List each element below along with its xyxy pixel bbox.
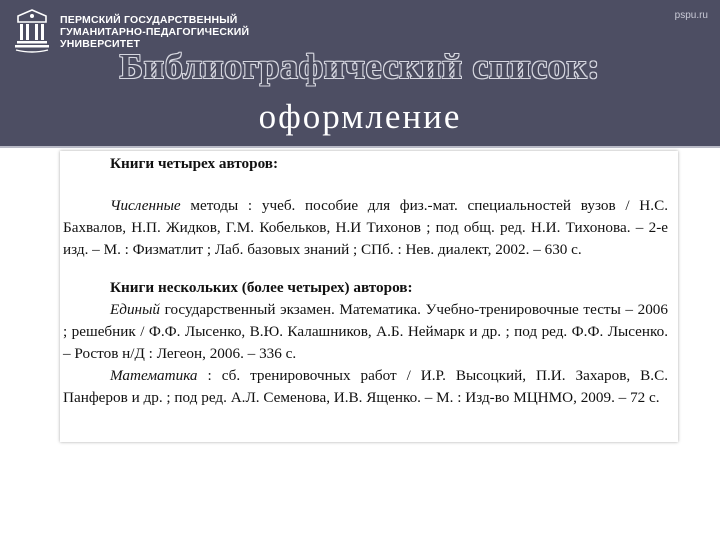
site-url: pspu.ru <box>674 10 708 21</box>
section-heading-many-authors: Книги нескольких (более четырех) авторов: <box>110 279 413 296</box>
entry-text: методы : учеб. пособие для физ.-мат. специальностей вузов / Н.С. Бахвалов, Н.П. Жидков, Г.М. Кобельков, Н.И Тихонов ; под общ. ред. Н.И. Тихонова. – 2-е изд. – М. : Физматлит ; Лаб. базовых знаний ; СПб. : Нев. диалект, 2002. – 630 с. <box>63 197 668 258</box>
university-name-line: УНИВЕРСИТЕТ <box>60 38 141 50</box>
university-name <box>60 14 249 50</box>
entry-text: государственный экзамен. Математика. Учебно-тренировочные тесты – 2006 ; решебник / Ф.Ф. Лысенко, В.Ю. Калашников, А.Б. Неймарк и др. ; под ред. Ф.Ф. Лысенко. – Ростов н/Д : Легеон, 2006. – 336 с. <box>63 301 668 362</box>
spacer <box>63 175 668 195</box>
spacer <box>63 261 668 277</box>
bibliography-entry <box>63 195 668 261</box>
university-name-line: ПЕРМСКИЙ ГОСУДАРСТВЕННЫЙ <box>60 14 238 26</box>
entry-title-italic: Численные <box>110 197 181 214</box>
bibliography-entry <box>63 365 668 409</box>
bibliography-entry <box>63 299 668 365</box>
slide-title: Библиографический список: <box>119 47 601 86</box>
entry-text: : сб. тренировочных работ / И.Р. Высоцкий, П.И. Захаров, В.С. Панферов и др. ; под ред. А.Л. Семенова, И.В. Ященко. – М. : Изд-во МЦНМО, 2009. – 72 с. <box>63 367 668 406</box>
slide-header <box>0 0 720 146</box>
header-divider <box>0 146 720 148</box>
section-heading-four-authors: Книги четырех авторов: <box>110 155 279 172</box>
slide-subtitle: оформление <box>258 97 462 136</box>
entry-title-italic: Математика <box>110 367 198 384</box>
university-name-line: ГУМАНИТАРНО-ПЕДАГОГИЧЕСКИЙ <box>60 26 250 38</box>
entry-title-italic: Единый <box>110 301 160 318</box>
bibliography-excerpt <box>60 151 678 442</box>
